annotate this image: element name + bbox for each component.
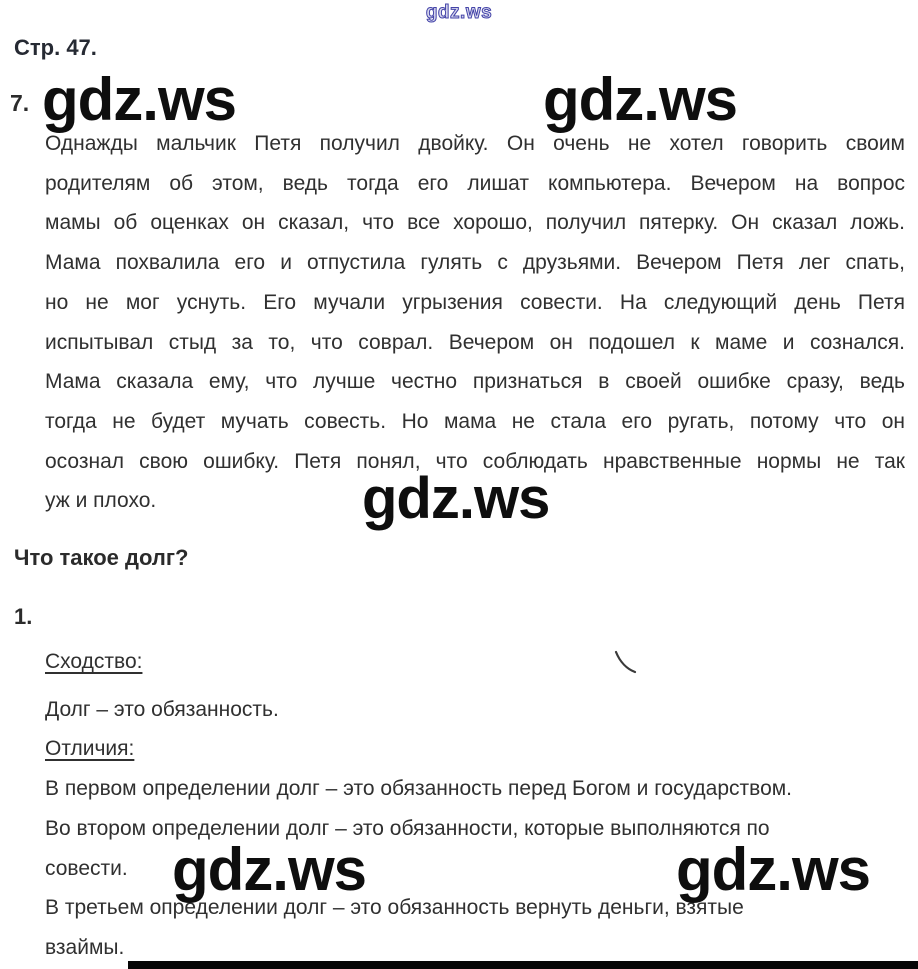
difference-line: совести. [45, 856, 128, 880]
paragraph-line: Однажды мальчик Петя получил двойку. Он очень не хотел говорить своим [45, 132, 905, 155]
paragraph-line: мамы об оценках он сказал, что все хорошо, получил пятерку. Он сказал ложь. [45, 211, 905, 235]
gdz-watermark-large: gdz.ws [172, 836, 367, 903]
differences-label-line [45, 729, 905, 769]
similarity-label: Сходство: [45, 650, 143, 673]
difference-line: В третьем определении долг – это обязанность вернуть деньги, взятые [45, 896, 744, 920]
paragraph-line: осознал свою ошибку. Петя понял, что соблюдать нравственные нормы не так [45, 449, 905, 473]
gdz-watermark-large: gdz.ws [543, 66, 738, 133]
paragraph-line: Мама сказала ему, что лучше честно признаться в своей ошибке сразу, ведь [45, 370, 905, 394]
similarity-text: Долг – это обязанность. [45, 697, 279, 721]
story-paragraph [45, 124, 905, 521]
similarity-label-line [45, 642, 905, 682]
answer-section [45, 642, 905, 968]
exercise-number: 7. [10, 90, 30, 116]
paragraph-line: но не мог уснуть. Его мучали угрызения совести. На следующий день Петя [45, 290, 905, 314]
paragraph-line: испытывал стыд за то, что соврал. Вечером он подошел к маме и сознался. [45, 330, 905, 354]
question-heading: Что такое долг? [14, 545, 189, 570]
paragraph-line: уж и плохо. [45, 489, 157, 513]
difference-line: В первом определении долг – это обязанность перед Богом и государством. [45, 777, 793, 801]
gdz-watermark-large: gdz.ws [362, 466, 550, 531]
gdz-watermark-large: gdz.ws [676, 836, 871, 903]
paragraph-line: тогда не будет мучать совесть. Но мама не стала его ругать, потому что он [45, 409, 905, 433]
difference-line: Во втором определении долг – это обязанности, которые выполняются по [45, 816, 770, 840]
paragraph-line: родителям об этом, ведь тогда его лишат компьютера. Вечером на вопрос [45, 171, 905, 195]
bottom-edge-bar [128, 961, 918, 969]
answer-number: 1. [14, 604, 33, 629]
gdz-watermark-outline-top: gdz.ws [425, 2, 493, 23]
paragraph-line: Мама похвалила его и отпустила гулять с друзьями. Вечером Петя лег спать, [45, 251, 905, 275]
differences-label: Отличия: [45, 737, 135, 761]
gdz-watermark-large: gdz.ws [42, 66, 237, 133]
page-title: Стр. 47. [14, 35, 97, 60]
difference-line: взаймы. [45, 935, 125, 959]
